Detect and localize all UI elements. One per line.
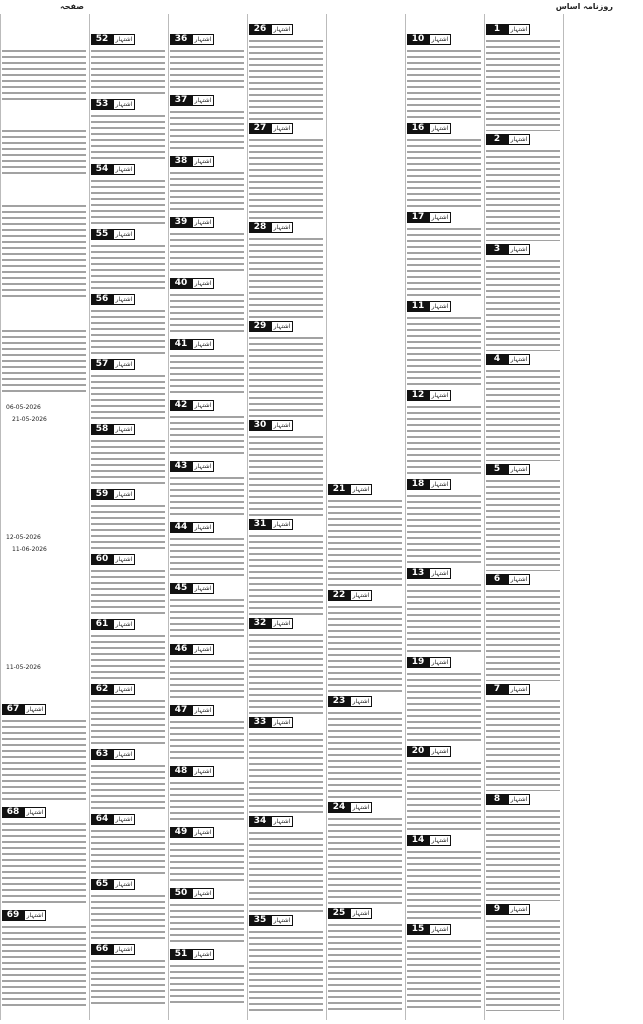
notice-17 xyxy=(407,212,481,298)
notice-body xyxy=(170,169,244,214)
column-4 xyxy=(247,14,325,1020)
notice-tag: اشتہار xyxy=(429,835,451,846)
notice-66 xyxy=(91,944,165,1006)
notice-body xyxy=(91,242,165,291)
notice-body xyxy=(2,820,86,907)
notice-body xyxy=(486,697,560,791)
notice-53 xyxy=(91,99,165,161)
notice-tag: اشتہار xyxy=(113,684,135,695)
notice-number: 14 xyxy=(407,835,429,846)
notice-tag: اشتہار xyxy=(271,123,293,134)
notice-body xyxy=(328,497,402,587)
notice-27 xyxy=(249,123,323,219)
notice-body xyxy=(249,829,323,912)
date-d: 11-06-2026 xyxy=(12,546,47,553)
notice-number: 6 xyxy=(486,574,508,585)
notice-body xyxy=(407,136,481,209)
column-1 xyxy=(0,14,88,1020)
notice-number: 27 xyxy=(249,123,271,134)
notice-tag: اشتہار xyxy=(271,24,293,35)
notice-number: 41 xyxy=(170,339,192,350)
notice-body xyxy=(249,37,323,120)
notice-tag: اشتہار xyxy=(113,749,135,760)
notice-6 xyxy=(486,574,560,681)
notice-43 xyxy=(170,461,244,519)
notice-tag: اشتہار xyxy=(271,915,293,926)
notice-tag: اشتہار xyxy=(24,910,46,921)
notice-tag: اشتہار xyxy=(24,807,46,818)
notice-tag: اشتہار xyxy=(508,464,530,475)
notice-25 xyxy=(328,908,402,1011)
notice-number: 39 xyxy=(170,217,192,228)
notice-number: 58 xyxy=(91,424,113,435)
notice-tag: اشتہار xyxy=(192,278,214,289)
notice-tag: اشتہار xyxy=(192,461,214,472)
notice-38 xyxy=(170,156,244,214)
column-8 xyxy=(563,14,643,1020)
notice-body xyxy=(249,631,323,714)
notice-46 xyxy=(170,644,244,702)
notice-number: 45 xyxy=(170,583,192,594)
notice-8 xyxy=(486,794,560,901)
notice-65 xyxy=(91,879,165,941)
notice-44 xyxy=(170,522,244,580)
column-7 xyxy=(484,14,562,1020)
notice-number: 34 xyxy=(249,816,271,827)
notice-number: 49 xyxy=(170,827,192,838)
notice-54 xyxy=(91,164,165,226)
notice-tag: اشتہار xyxy=(113,814,135,825)
notice-body xyxy=(170,47,244,92)
notice-23 xyxy=(328,696,402,799)
notice-tag: اشتہار xyxy=(271,618,293,629)
notice-number: 5 xyxy=(486,464,508,475)
notice-20 xyxy=(407,746,481,832)
notice-35 xyxy=(249,915,323,1011)
notice-body xyxy=(170,535,244,580)
notice-30 xyxy=(249,420,323,516)
notice-body xyxy=(407,581,481,654)
notice-body xyxy=(486,807,560,901)
notice-tag: اشتہار xyxy=(271,519,293,530)
notice-tag: اشتہار xyxy=(192,217,214,228)
notice-tag: اشتہار xyxy=(429,924,451,935)
notice-47 xyxy=(170,705,244,763)
notice-tag: اشتہار xyxy=(192,34,214,45)
notice-body xyxy=(170,657,244,702)
notice-number: 61 xyxy=(91,619,113,630)
notice-number: 28 xyxy=(249,222,271,233)
notice-number: 65 xyxy=(91,879,113,890)
notice-number: 33 xyxy=(249,717,271,728)
notice-tag: اشتہار xyxy=(271,816,293,827)
notice-body xyxy=(249,730,323,813)
notice-top-4 xyxy=(2,314,86,394)
column-2 xyxy=(89,14,167,1020)
notice-number: 16 xyxy=(407,123,429,134)
notice-32 xyxy=(249,618,323,714)
notice-tag: اشتہار xyxy=(113,554,135,565)
notice-number: 31 xyxy=(249,519,271,530)
notice-body xyxy=(249,235,323,318)
notice-1 xyxy=(486,24,560,131)
notice-tag: اشتہار xyxy=(271,420,293,431)
notice-tag: اشتہار xyxy=(113,99,135,110)
notice-tag: اشتہار xyxy=(192,339,214,350)
notice-tag: اشتہار xyxy=(508,354,530,365)
notice-tag: اشتہار xyxy=(192,949,214,960)
notice-tag: اشتہار xyxy=(350,802,372,813)
notice-50 xyxy=(170,888,244,946)
notice-number: 4 xyxy=(486,354,508,365)
notice-number: 54 xyxy=(91,164,113,175)
notice-body xyxy=(91,47,165,96)
notice-tag: اشتہار xyxy=(350,484,372,495)
notice-number: 23 xyxy=(328,696,350,707)
notice-number: 69 xyxy=(2,910,24,921)
notice-number: 68 xyxy=(2,807,24,818)
notice-body xyxy=(91,632,165,681)
date-a: 06-05-2026 xyxy=(6,404,41,411)
notice-body xyxy=(170,474,244,519)
notice-body xyxy=(486,147,560,241)
notice-body xyxy=(170,352,244,397)
notice-number: 32 xyxy=(249,618,271,629)
notice-body xyxy=(170,962,244,1007)
notice-2 xyxy=(486,134,560,241)
notice-14 xyxy=(407,835,481,921)
notice-67 xyxy=(2,704,86,804)
notice-tag: اشتہار xyxy=(192,400,214,411)
notice-number: 19 xyxy=(407,657,429,668)
notice-body xyxy=(328,815,402,905)
notice-number: 60 xyxy=(91,554,113,565)
notice-number: 66 xyxy=(91,944,113,955)
notice-number: 12 xyxy=(407,390,429,401)
notice-body xyxy=(407,759,481,832)
notice-number: 24 xyxy=(328,802,350,813)
notice-tag: اشتہار xyxy=(113,294,135,305)
notice-number: 36 xyxy=(170,34,192,45)
notice-tag: اشتہار xyxy=(429,568,451,579)
notice-body xyxy=(91,112,165,161)
notice-33 xyxy=(249,717,323,813)
notice-body xyxy=(486,37,560,131)
notice-68 xyxy=(2,807,86,907)
notice-10 xyxy=(407,34,481,120)
notice-number: 15 xyxy=(407,924,429,935)
notice-body xyxy=(170,413,244,458)
notice-41 xyxy=(170,339,244,397)
notice-number: 3 xyxy=(486,244,508,255)
notice-36 xyxy=(170,34,244,92)
notice-body xyxy=(91,762,165,811)
notice-64 xyxy=(91,814,165,876)
notice-dated-b xyxy=(2,534,86,574)
notice-58 xyxy=(91,424,165,486)
notice-31 xyxy=(249,519,323,615)
notice-body xyxy=(486,917,560,1011)
notice-body xyxy=(249,334,323,417)
notice-body xyxy=(170,779,244,824)
notice-tag: اشتہار xyxy=(192,522,214,533)
notice-5 xyxy=(486,464,560,571)
notice-19 xyxy=(407,657,481,743)
notice-11 xyxy=(407,301,481,387)
notice-52 xyxy=(91,34,165,96)
notice-body xyxy=(91,307,165,356)
notice-29 xyxy=(249,321,323,417)
notice-tag: اشتہار xyxy=(113,489,135,500)
notice-number: 18 xyxy=(407,479,429,490)
notice-tag: اشتہار xyxy=(508,24,530,35)
notice-tag: اشتہار xyxy=(429,301,451,312)
notice-39 xyxy=(170,217,244,275)
notice-top-2 xyxy=(2,114,86,174)
notice-tag: اشتہار xyxy=(429,746,451,757)
notice-body xyxy=(91,892,165,941)
notice-body xyxy=(486,367,560,461)
notice-number: 40 xyxy=(170,278,192,289)
notice-number: 13 xyxy=(407,568,429,579)
notice-dated-a xyxy=(2,404,86,464)
notice-tag: اشتہار xyxy=(113,879,135,890)
notice-number: 48 xyxy=(170,766,192,777)
notice-18 xyxy=(407,479,481,565)
notice-56 xyxy=(91,294,165,356)
notice-body xyxy=(170,108,244,153)
notice-number: 2 xyxy=(486,134,508,145)
notice-number: 8 xyxy=(486,794,508,805)
column-6 xyxy=(405,14,483,1020)
notice-34 xyxy=(249,816,323,912)
notice-body xyxy=(407,225,481,298)
notice-26 xyxy=(249,24,323,120)
notice-number: 43 xyxy=(170,461,192,472)
notice-number: 21 xyxy=(328,484,350,495)
notice-number: 30 xyxy=(249,420,271,431)
notice-number: 56 xyxy=(91,294,113,305)
column-5 xyxy=(326,14,404,1020)
notice-tag: اشتہار xyxy=(113,229,135,240)
notice-15 xyxy=(407,924,481,1010)
notice-21 xyxy=(328,484,402,587)
notice-37 xyxy=(170,95,244,153)
notice-number: 29 xyxy=(249,321,271,332)
notice-body xyxy=(91,372,165,421)
notice-body xyxy=(407,670,481,743)
notice-body xyxy=(328,921,402,1011)
notice-tag: اشتہار xyxy=(113,359,135,370)
notice-61 xyxy=(91,619,165,681)
notice-69 xyxy=(2,910,86,1010)
notice-tag: اشتہار xyxy=(113,619,135,630)
notice-62 xyxy=(91,684,165,746)
notice-body xyxy=(170,901,244,946)
notice-number: 20 xyxy=(407,746,429,757)
notice-49 xyxy=(170,827,244,885)
notice-number: 37 xyxy=(170,95,192,106)
notice-body xyxy=(170,291,244,336)
notice-body xyxy=(249,136,323,219)
notice-tag: اشتہار xyxy=(508,574,530,585)
notice-tag: اشتہار xyxy=(429,123,451,134)
notice-body xyxy=(91,567,165,616)
header-left-text: صفحہ xyxy=(60,2,84,11)
notice-number: 17 xyxy=(407,212,429,223)
notice-body xyxy=(249,532,323,615)
date-c: 12-05-2026 xyxy=(6,534,41,541)
notice-tag: اشتہار xyxy=(350,908,372,919)
notice-number: 26 xyxy=(249,24,271,35)
notice-28 xyxy=(249,222,323,318)
notice-body xyxy=(91,502,165,551)
date-e: 11-05-2026 xyxy=(6,664,41,671)
notice-tag: اشتہار xyxy=(192,156,214,167)
notice-57 xyxy=(91,359,165,421)
notice-60 xyxy=(91,554,165,616)
notice-number: 7 xyxy=(486,684,508,695)
notice-tag: اشتہار xyxy=(429,657,451,668)
notice-tag: اشتہار xyxy=(429,212,451,223)
notice-tag: اشتہار xyxy=(429,34,451,45)
notice-tag: اشتہار xyxy=(508,134,530,145)
notice-48 xyxy=(170,766,244,824)
notice-tag: اشتہار xyxy=(192,583,214,594)
notice-4 xyxy=(486,354,560,461)
notice-tag: اشتہار xyxy=(508,684,530,695)
notice-55 xyxy=(91,229,165,291)
notice-number: 10 xyxy=(407,34,429,45)
notice-tag: اشتہار xyxy=(429,479,451,490)
notice-tag: اشتہار xyxy=(350,590,372,601)
notice-body xyxy=(486,257,560,351)
notice-40 xyxy=(170,278,244,336)
notice-body xyxy=(249,433,323,516)
notice-body xyxy=(486,587,560,681)
notice-tag: اشتہار xyxy=(192,766,214,777)
page-header xyxy=(0,0,643,14)
notice-13 xyxy=(407,568,481,654)
notice-24 xyxy=(328,802,402,905)
notice-tag: اشتہار xyxy=(429,390,451,401)
notice-9 xyxy=(486,904,560,1011)
notice-body xyxy=(170,230,244,275)
notice-tag: اشتہار xyxy=(508,794,530,805)
notice-3 xyxy=(486,244,560,351)
notice-number: 50 xyxy=(170,888,192,899)
notice-63 xyxy=(91,749,165,811)
notice-top xyxy=(2,34,86,104)
notice-body xyxy=(91,827,165,876)
notice-number: 42 xyxy=(170,400,192,411)
notice-number: 59 xyxy=(91,489,113,500)
notice-tag: اشتہار xyxy=(192,644,214,655)
notice-59 xyxy=(91,489,165,551)
notice-number: 51 xyxy=(170,949,192,960)
date-b: 21-05-2026 xyxy=(12,416,47,423)
notice-tag: اشتہار xyxy=(271,222,293,233)
notice-number: 52 xyxy=(91,34,113,45)
notice-tag: اشتہار xyxy=(271,717,293,728)
notice-16 xyxy=(407,123,481,209)
notice-body xyxy=(91,697,165,746)
notice-tag: اشتہار xyxy=(113,944,135,955)
notice-tag: اشتہار xyxy=(113,424,135,435)
notice-number: 35 xyxy=(249,915,271,926)
notice-body xyxy=(407,848,481,921)
notice-tag: اشتہار xyxy=(24,704,46,715)
notice-tag: اشتہار xyxy=(192,705,214,716)
notice-body xyxy=(407,937,481,1010)
notice-body xyxy=(407,403,481,476)
notice-tag: اشتہار xyxy=(113,164,135,175)
notice-number: 44 xyxy=(170,522,192,533)
notice-number: 47 xyxy=(170,705,192,716)
notice-tag: اشتہار xyxy=(508,244,530,255)
notice-number: 64 xyxy=(91,814,113,825)
notice-number: 22 xyxy=(328,590,350,601)
notice-body xyxy=(170,596,244,641)
notice-number: 63 xyxy=(91,749,113,760)
notice-51 xyxy=(170,949,244,1007)
column-3 xyxy=(168,14,246,1020)
notice-number: 62 xyxy=(91,684,113,695)
notice-number: 25 xyxy=(328,908,350,919)
notice-tag: اشتہار xyxy=(192,95,214,106)
notice-tag: اشتہار xyxy=(508,904,530,915)
notice-body xyxy=(170,718,244,763)
notice-body xyxy=(328,709,402,799)
notice-tag: اشتہار xyxy=(192,888,214,899)
notice-body xyxy=(486,477,560,571)
notice-number: 1 xyxy=(486,24,508,35)
notice-body xyxy=(91,957,165,1006)
notice-number: 57 xyxy=(91,359,113,370)
notice-number: 67 xyxy=(2,704,24,715)
notice-number: 9 xyxy=(486,904,508,915)
notice-number: 11 xyxy=(407,301,429,312)
notice-body xyxy=(170,840,244,885)
notice-number: 53 xyxy=(91,99,113,110)
notice-body xyxy=(249,928,323,1011)
notice-42 xyxy=(170,400,244,458)
notice-tag: اشتہار xyxy=(192,827,214,838)
notice-body xyxy=(91,437,165,486)
notice-body xyxy=(2,923,86,1010)
notice-body xyxy=(407,314,481,387)
notice-dated-c xyxy=(2,664,86,694)
notice-45 xyxy=(170,583,244,641)
notice-body xyxy=(407,47,481,120)
notice-body xyxy=(328,603,402,693)
notice-number: 38 xyxy=(170,156,192,167)
notice-top-3 xyxy=(2,189,86,299)
notice-22 xyxy=(328,590,402,693)
notice-number: 46 xyxy=(170,644,192,655)
notice-number: 55 xyxy=(91,229,113,240)
notice-tag: اشتہار xyxy=(113,34,135,45)
notice-tag: اشتہار xyxy=(350,696,372,707)
notice-body xyxy=(2,717,86,804)
header-right-text: روزنامہ اساس xyxy=(555,2,613,11)
notice-7 xyxy=(486,684,560,791)
notice-body xyxy=(91,177,165,226)
notice-tag: اشتہار xyxy=(271,321,293,332)
notice-body xyxy=(407,492,481,565)
notice-12 xyxy=(407,390,481,476)
